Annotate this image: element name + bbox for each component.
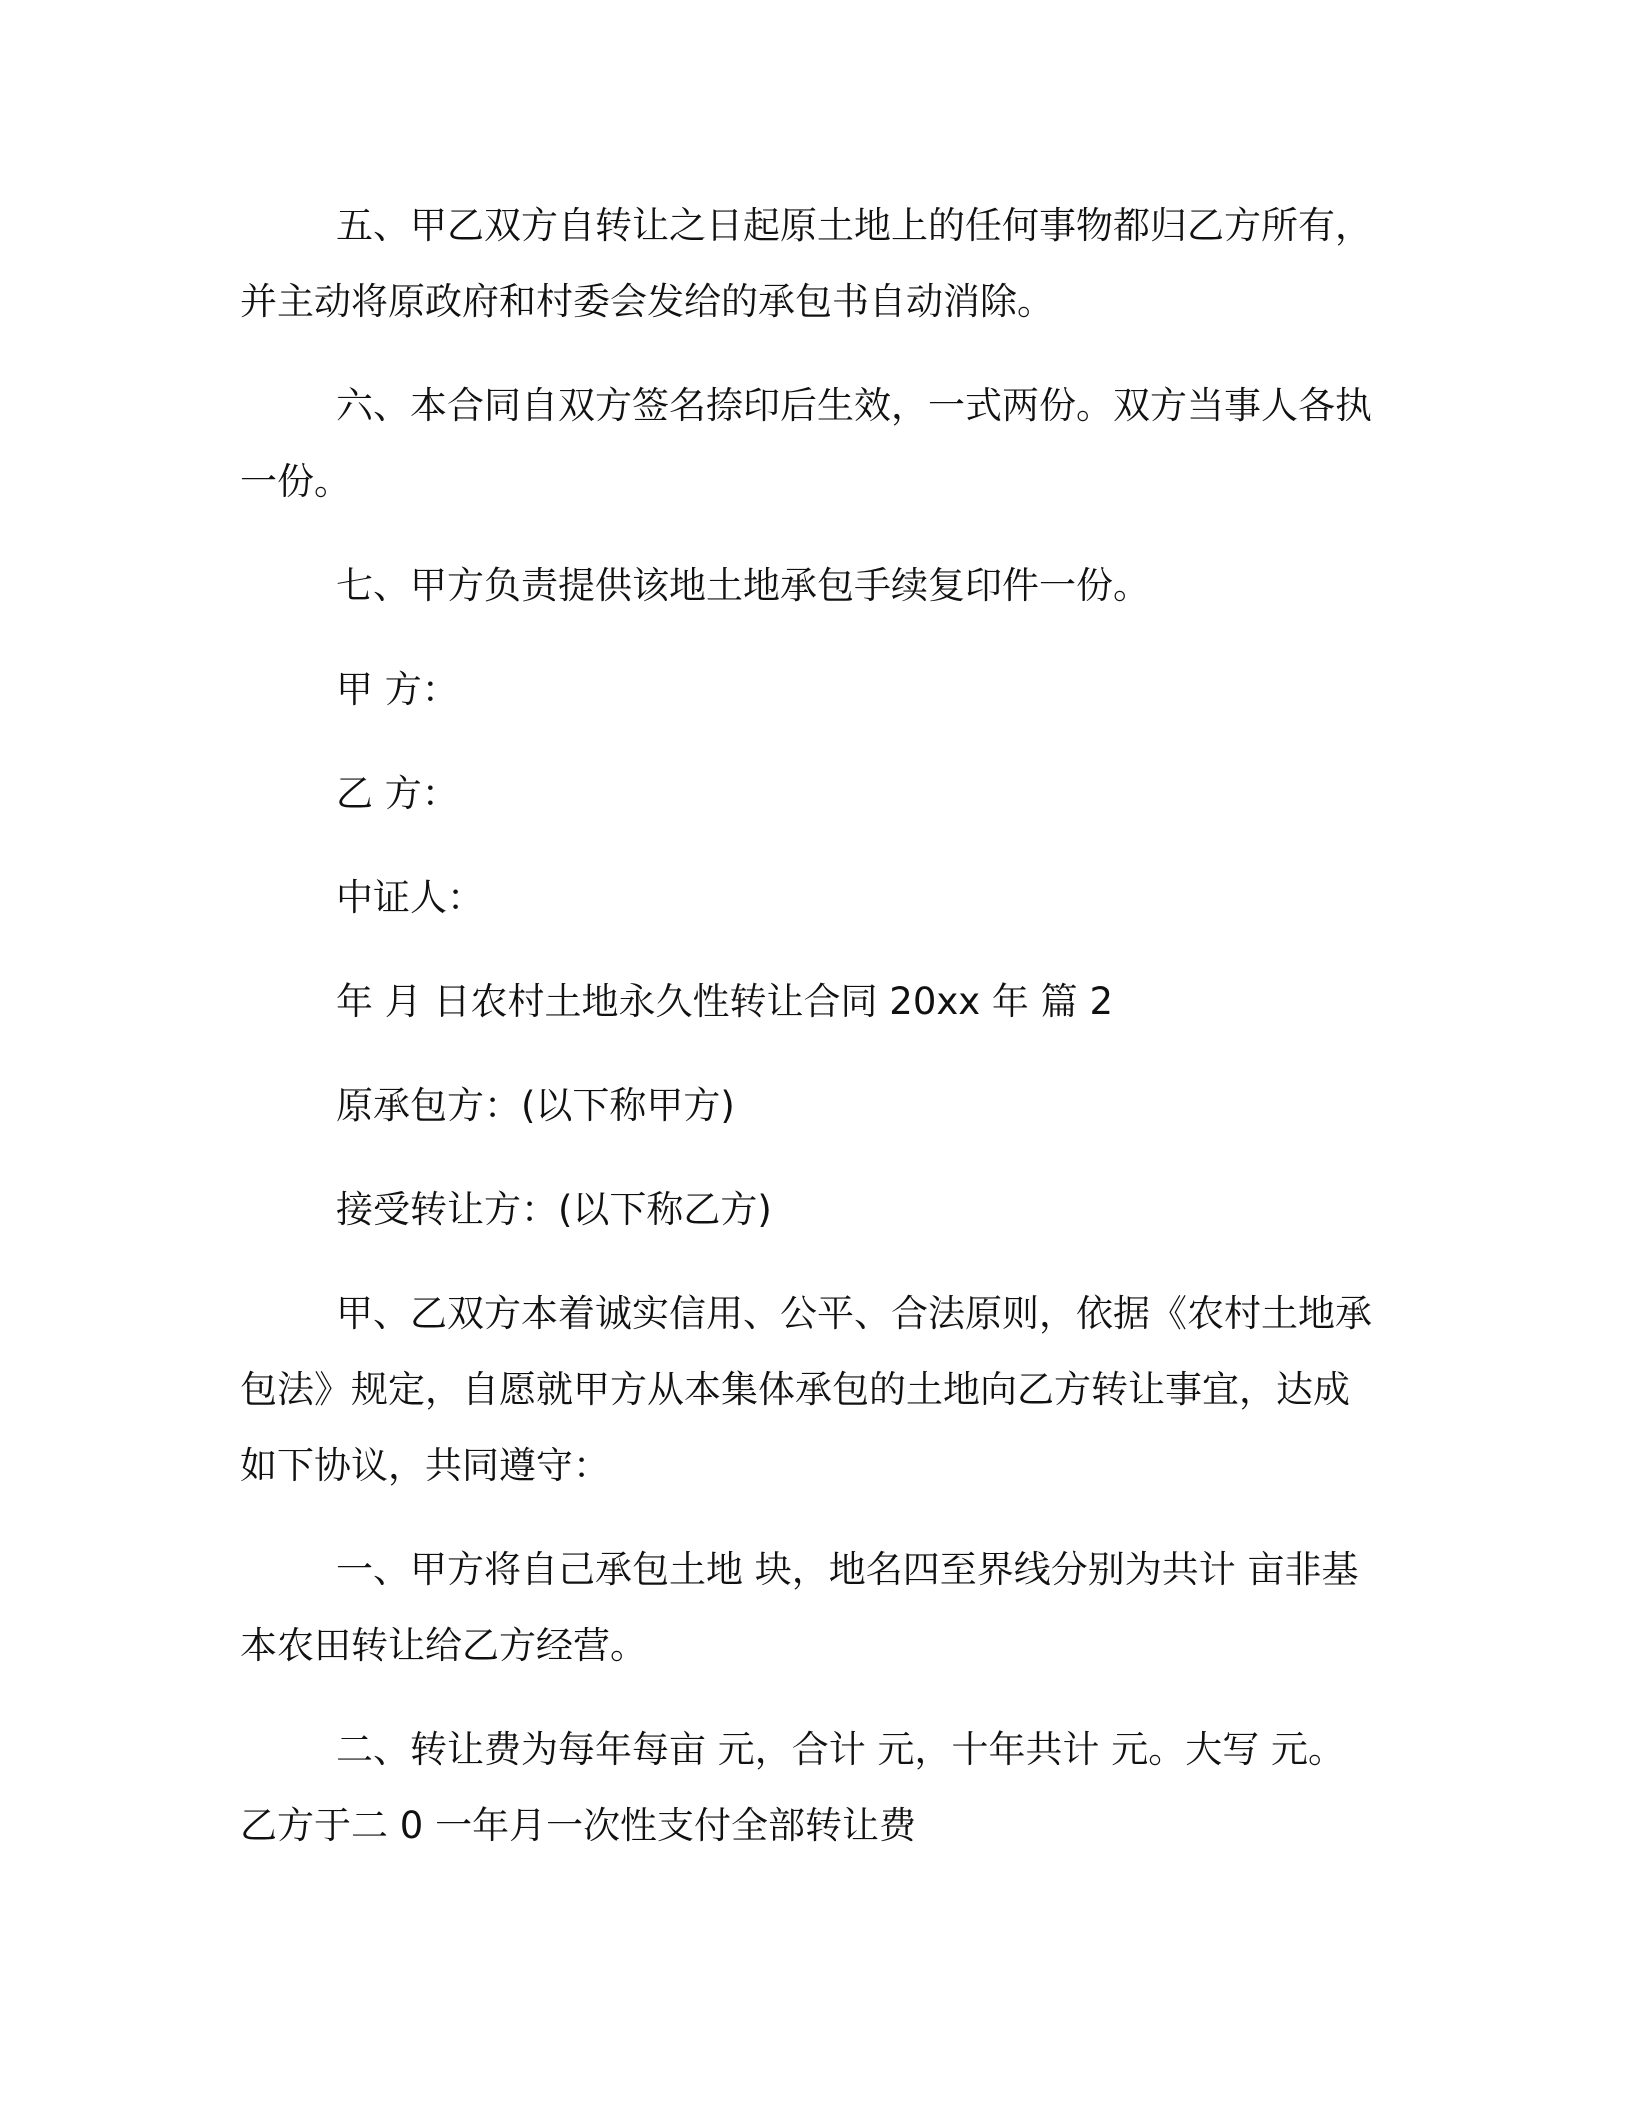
- clause-two: 二、转让费为每年每亩 元，合计 元，十年共计 元。大写 元。乙方于二 0 一年月一次性支付全部转让费: [240, 1728, 1346, 1847]
- transferee-line: 接受转让方：(以下称乙方): [336, 1188, 772, 1231]
- party-b-signature-line: 乙 方：: [336, 772, 459, 815]
- clause-one: 一、甲方将自己承包土地 块，地名四至界线分别为共计 亩非基本农田转让给乙方经营。: [240, 1548, 1359, 1667]
- clause-six: 六、本合同自双方签名捺印后生效，一式两份。双方当事人各执一份。: [240, 384, 1372, 503]
- clause-five: 五、甲乙双方自转让之日起原土地上的任何事物都归乙方所有，并主动将原政府和村委会发给的承包书自动消除。: [240, 204, 1372, 323]
- document-body: [240, 188, 1375, 1892]
- original-contractor-line: 原承包方：(以下称甲方): [336, 1084, 735, 1127]
- witness-signature-line: 中证人：: [336, 876, 484, 919]
- date-and-section-title: 年 月 日农村土地永久性转让合同 20xx 年 篇 2: [336, 980, 1113, 1023]
- party-a-signature-line: 甲 方：: [336, 668, 459, 711]
- preamble-paragraph: 甲、乙双方本着诚实信用、公平、合法原则，依据《农村土地承包法》规定，自愿就甲方从本集体承包的土地向乙方转让事宜，达成如下协议，共同遵守：: [240, 1292, 1372, 1487]
- clause-seven: 七、甲方负责提供该地土地承包手续复印件一份。: [336, 564, 1150, 607]
